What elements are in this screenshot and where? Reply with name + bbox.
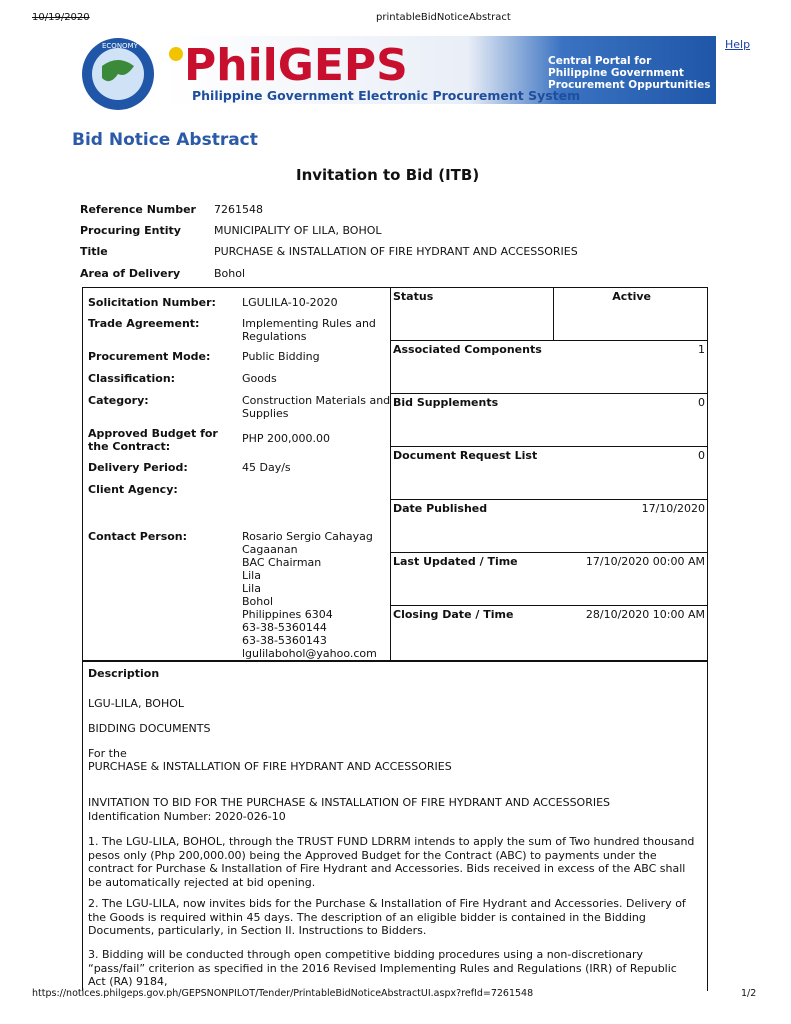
row-label: Procurement Mode: — [88, 350, 211, 363]
description-p2: BIDDING DOCUMENTS — [88, 722, 211, 735]
row-value: Implementing Rules and Regulations — [242, 317, 376, 343]
row-value: Construction Materials and Supplies — [242, 394, 391, 420]
cell-date-published — [391, 500, 707, 553]
cell-divider — [553, 288, 554, 340]
help-link[interactable]: Help — [725, 38, 751, 51]
row-label: Trade Agreement: — [88, 317, 200, 330]
cell-value: 17/10/2020 00:00 AM — [585, 555, 705, 568]
meta-label: Procuring Entity — [80, 224, 181, 237]
philgeps-banner — [80, 34, 716, 114]
description-p6: 2. The LGU-LILA, now invites bids for the Purchase & Installation of Fire Hydrant and Accessories. Delivery of the Goods is required within 45 days. The description of an eligible bidder is contained in the Bidding Documents, particularly, in Section II. Instructions to Bidders. — [88, 897, 686, 937]
row-value: PHP 200,000.00 — [242, 432, 331, 445]
description-p3a: For the — [88, 747, 127, 760]
cell-document-request-list — [391, 447, 707, 500]
meta-label: Reference Number — [80, 203, 196, 216]
sun-icon — [169, 47, 183, 61]
row-label: Delivery Period: — [88, 461, 188, 474]
meta-value: PURCHASE & INSTALLATION OF FIRE HYDRANT AND ACCESSORIES — [214, 245, 578, 258]
cell-bid-supplements — [391, 394, 707, 447]
row-label: Approved Budget for the Contract: — [88, 427, 218, 453]
description-p7: 3. Bidding will be conducted through open competitive bidding procedures using a non-discretionary “pass/fail” criterion as specified in the 2016 Revised Implementing Rules and Regulations (IRR) of Republic Act (RA) 9184, — [88, 948, 677, 988]
details-table — [82, 287, 708, 662]
cell-value: 0 — [698, 396, 705, 409]
row-label: Contact Person: — [88, 530, 188, 543]
row-label: Solicitation Number: — [88, 296, 216, 309]
page-number: 1/2 — [741, 988, 757, 999]
row-value: Goods — [242, 372, 277, 385]
economy-globe-icon — [82, 38, 154, 110]
bid-notice-abstract-heading: Bid Notice Abstract — [72, 130, 258, 150]
description-p1: LGU-LILA, BOHOL — [88, 697, 185, 710]
row-value: Public Bidding — [242, 350, 320, 363]
contact-line: Philippines 6304 — [242, 608, 333, 621]
print-title: printableBidNoticeAbstract — [376, 12, 511, 23]
cell-value: 28/10/2020 10:00 AM — [585, 608, 705, 621]
cell-closing-date — [391, 606, 707, 660]
cell-label: Closing Date / Time — [393, 608, 514, 621]
description-p5: 1. The LGU-LILA, BOHOL, through the TRUST FUND LDRRM intends to apply the sum of Two hundred thousand pesos only (Php 200,000.00) being the Approved Budget for the Contract (ABC) to payments under the contract for Purchase & Installation of Fire Hydrant and Accessories. Bids received in excess of the ABC shall be automatically rejected at bid opening. — [88, 835, 695, 889]
contact-line: Lila — [242, 582, 261, 595]
contact-details — [242, 530, 392, 660]
cell-value: 0 — [698, 449, 705, 462]
cell-label: Associated Components — [393, 343, 542, 356]
contact-line: 63-38-5360143 — [242, 634, 327, 647]
banner-subtitle: Philippine Government Electronic Procurement System — [192, 88, 581, 103]
logo-wordmark: PhilGEPS — [184, 40, 408, 91]
page-url: https://notices.philgeps.gov.ph/GEPSNONPILOT/Tender/PrintableBidNoticeAbstractUI.aspx?refId=7261548 — [32, 988, 534, 999]
cell-label: Document Request List — [393, 449, 538, 462]
contact-line: Lila — [242, 569, 261, 582]
description-p4a: INVITATION TO BID FOR THE PURCHASE & INSTALLATION OF FIRE HYDRANT AND ACCESSORIES — [88, 796, 611, 809]
cell-status — [391, 288, 707, 341]
tagline-line-2: Philippine Government — [548, 67, 684, 79]
contact-line: BAC Chairman — [242, 556, 322, 569]
cell-associated-components — [391, 341, 707, 394]
description-label: Description — [88, 667, 160, 680]
cell-label: Date Published — [393, 502, 488, 515]
notice-title: Invitation to Bid (ITB) — [296, 166, 480, 184]
description-p3b: PURCHASE & INSTALLATION OF FIRE HYDRANT AND ACCESSORIES — [88, 760, 452, 773]
cell-value: 1 — [698, 343, 705, 356]
description-p4b: Identification Number: 2020-026-10 — [88, 810, 286, 823]
cell-last-updated — [391, 553, 707, 606]
row-label: Client Agency: — [88, 483, 178, 496]
cell-label: Status — [393, 290, 434, 303]
logo-ring-text: ECONOMY — [102, 42, 138, 50]
cell-label: Bid Supplements — [393, 396, 499, 409]
meta-label: Title — [80, 245, 108, 258]
meta-value: MUNICIPALITY OF LILA, BOHOL — [214, 224, 382, 237]
details-left-column — [83, 288, 391, 661]
cell-label: Last Updated / Time — [393, 555, 518, 568]
details-right-column — [391, 288, 707, 661]
row-value: 45 Day/s — [242, 461, 291, 474]
contact-email: lgulilabohol@yahoo.com — [242, 647, 377, 660]
contact-line: Bohol — [242, 595, 274, 608]
contact-line: Cagaanan — [242, 543, 298, 556]
status-value: Active — [612, 290, 651, 303]
tagline-line-1: Central Portal for — [548, 55, 652, 67]
cell-value: 17/10/2020 — [641, 502, 705, 515]
description-section — [82, 660, 708, 991]
meta-label: Area of Delivery — [80, 267, 181, 280]
print-date: 10/19/2020 — [32, 12, 90, 23]
row-label: Category: — [88, 394, 149, 407]
meta-value: Bohol — [214, 267, 246, 280]
contact-line: 63-38-5360144 — [242, 621, 327, 634]
tagline-line-3: Procurement Oppurtunities — [548, 79, 711, 91]
row-value: LGULILA-10-2020 — [242, 296, 338, 309]
meta-value: 7261548 — [214, 203, 263, 216]
row-label: Classification: — [88, 372, 176, 385]
contact-line: Rosario Sergio Cahayag — [242, 530, 373, 543]
